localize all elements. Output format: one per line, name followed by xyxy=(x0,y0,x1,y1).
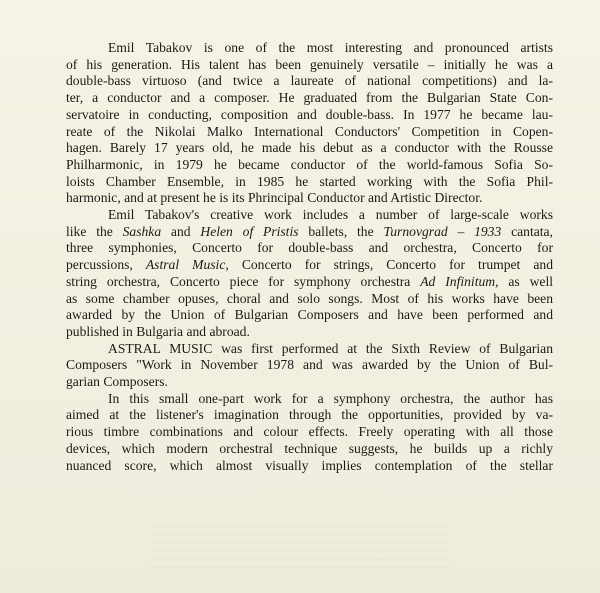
text-line: like the Sashka and Helen of Pristis ballets, the Turnovgrad – 1933 cantata, xyxy=(66,223,553,239)
text-line: harmonic, and at present he is its Phrincipal Conductor and Artistic Director. xyxy=(66,190,483,206)
text-line: rious timbre combinations and colour effects. Freely operating with all those xyxy=(66,424,553,440)
text-line: loists Chamber Ensemble, in 1985 he started working with the Sofia Phil- xyxy=(66,173,553,189)
text-line: Composers "Work in November 1978 and was awarded by the Union of Bul- xyxy=(66,357,553,373)
text-line: nuanced score, which almost visually implies contemplation of the stellar xyxy=(66,457,553,473)
text-line: ter, a conductor and a composer. He graduated from the Bulgarian State Con- xyxy=(66,90,553,106)
text-line: Emil Tabakov is one of the most interesting and pronounced artists xyxy=(108,40,553,55)
text-line: string orchestra, Concerto piece for symphony orchestra Ad Infinitum, as well xyxy=(66,273,553,289)
show-through-text xyxy=(150,520,450,570)
text-line: devices, which modern orchestral technique suggests, he builds up a richly xyxy=(66,440,553,456)
text-line: three symphonies, Concerto for double-bass and orchestra, Concerto for xyxy=(66,240,553,256)
text-line: of his generation. His talent has been genuinely versatile – initially he was a xyxy=(66,56,553,72)
text-line: ASTRAL MUSIC was first performed at the Sixth Review of Bulgarian xyxy=(108,340,553,356)
text-line: reate of the Nikolai Malko International Conductors' Competition in Copen- xyxy=(66,123,553,139)
text-line: percussions, Astral Music, Concerto for strings, Concerto for trumpet and xyxy=(66,257,553,273)
text-line: garian Composers. xyxy=(66,374,168,390)
text-line: servatoire in conducting, composition and double-bass. In 1977 he became lau- xyxy=(66,106,553,122)
text-line: awarded by the Union of Bulgarian Composers and have been performed and xyxy=(66,307,553,323)
text-line: aimed at the listener's imagination through the opportunities, provided by va- xyxy=(66,407,553,423)
text-line: double-bass virtuoso (and twice a laureate of national competitions) and la- xyxy=(66,73,553,89)
text-line: Emil Tabakov's creative work includes a number of large-scale works xyxy=(108,207,553,223)
text-line: Philharmonic, in 1979 he became conductor of the world-famous Sofia So- xyxy=(66,156,553,172)
text-line: published in Bulgaria and abroad. xyxy=(66,323,250,339)
text-line: as some chamber opuses, choral and solo songs. Most of his works have been xyxy=(66,290,553,306)
text-line: In this small one-part work for a symphony orchestra, the author has xyxy=(108,390,553,406)
text-line: hagen. Barely 17 years old, he made his debut as a conductor with the Rousse xyxy=(66,140,553,156)
liner-notes-text xyxy=(66,40,553,474)
